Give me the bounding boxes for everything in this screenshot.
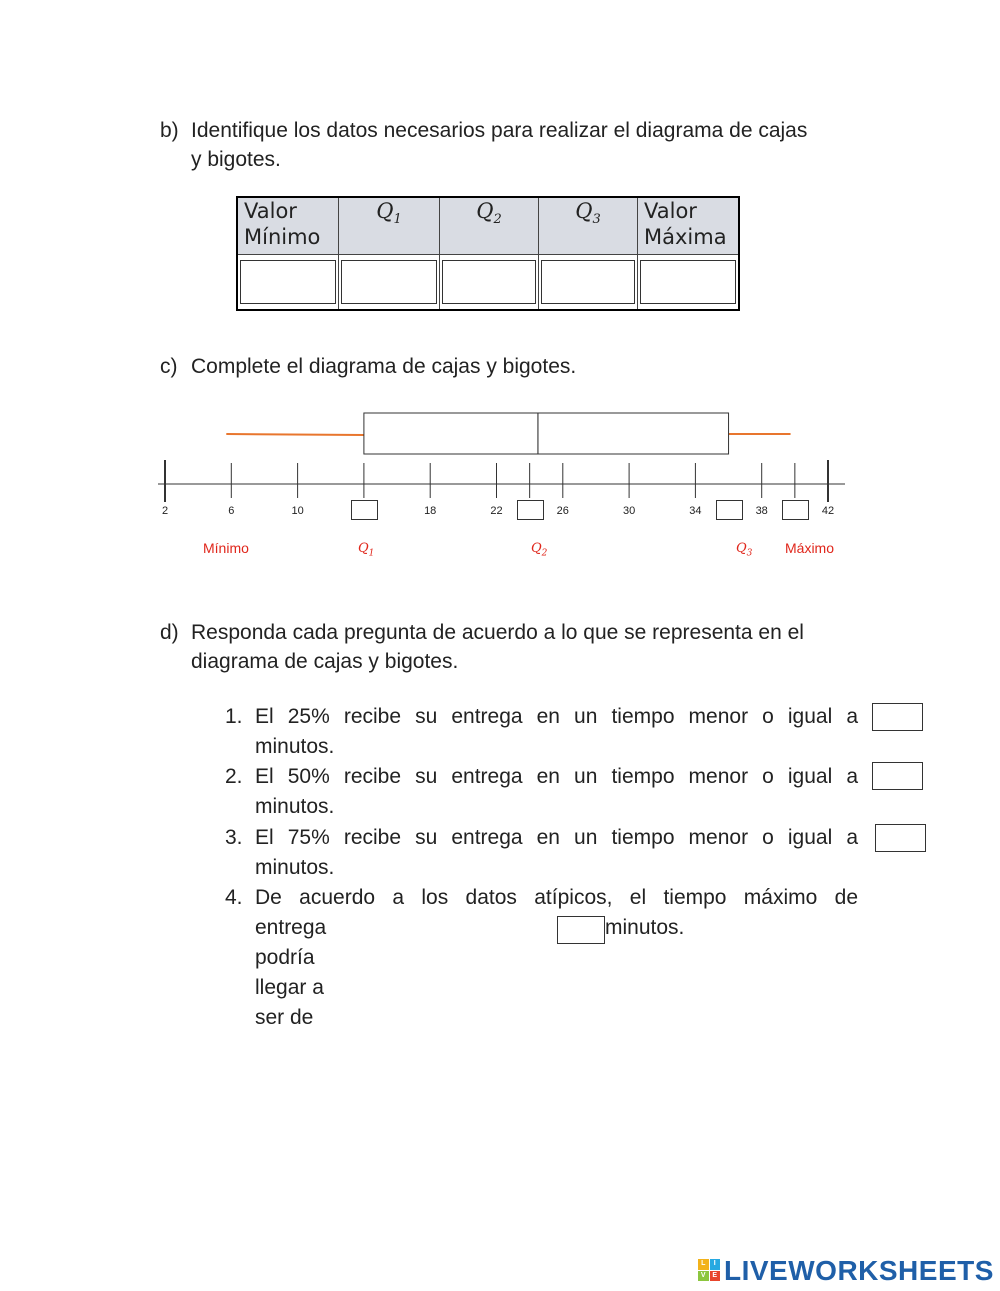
label-q1	[358, 541, 374, 559]
label-q2-sub: 2	[541, 548, 548, 559]
header-q3-subscript: 3	[592, 212, 601, 228]
box-upper-half	[538, 413, 729, 454]
tick-label: 34	[689, 505, 702, 517]
header-q1-symbol: $Q_1$	[376, 199, 402, 228]
header-q1-subscript: 1	[393, 212, 402, 228]
tick-label: 10	[291, 505, 304, 517]
tick-label: 18	[424, 505, 437, 517]
header-q2-symbol: $Q_2$	[476, 199, 502, 228]
whisker-low	[226, 434, 364, 435]
tick-label: 26	[556, 505, 569, 517]
item-2-number: 2.	[225, 765, 243, 788]
section-d-line2: diagrama de cajas y bigotes.	[191, 650, 459, 673]
item-4-line2b: minutos.	[605, 916, 685, 939]
tick-label: 22	[490, 505, 503, 517]
header-max: Valor Máxima	[638, 197, 740, 255]
axis-answer-input[interactable]	[716, 500, 743, 520]
item-4-line1: De acuerdo a los datos atípicos, el tiempo máximo de	[255, 886, 858, 909]
section-b-line2: y bigotes.	[191, 148, 281, 171]
axis-answer-input[interactable]	[782, 500, 809, 520]
answer-input-2[interactable]	[872, 762, 923, 790]
tick-label: 30	[622, 505, 636, 517]
item-4-number: 4.	[225, 886, 243, 909]
section-c-text: Complete el diagrama de cajas y bigotes.	[191, 355, 577, 378]
section-b-line1: Identifique los datos necesarios para realizar el diagrama de cajas	[191, 119, 808, 142]
item-3-line1: El 75% recibe su entrega en un tiempo menor o igual a	[255, 826, 858, 849]
label-q1-sub: 1	[368, 548, 375, 559]
logo-square-3: V	[698, 1271, 709, 1282]
tick-label: 42	[821, 505, 835, 517]
item-2-line1: El 50% recibe su entrega en un tiempo menor o igual a	[255, 765, 858, 788]
label-q3-letter: Q	[736, 541, 747, 556]
section-c-letter: c)	[160, 355, 178, 378]
label-q3	[736, 541, 752, 559]
box-lower-half	[364, 413, 538, 454]
logo-square-4: E	[710, 1271, 721, 1282]
item-1-number: 1.	[225, 705, 243, 728]
item-1-line1: El 25% recibe su entrega en un tiempo menor o igual a	[255, 705, 858, 728]
logo-square-1: L	[698, 1259, 709, 1270]
header-q3-symbol: $Q_3$	[575, 199, 601, 228]
header-q2-subscript: 2	[493, 212, 502, 228]
header-min: Valor Mínimo	[237, 197, 339, 255]
label-minimo: Mínimo	[203, 540, 249, 556]
answer-input-4[interactable]	[557, 916, 605, 944]
answer-input-1[interactable]	[872, 703, 923, 731]
liveworksheets-brand: LIVEWORKSHEETS	[724, 1255, 994, 1286]
answer-input-3[interactable]	[875, 824, 926, 852]
tick-label: 6	[228, 505, 235, 517]
tick-label: 2	[161, 505, 169, 517]
item-2-line2: minutos.	[255, 795, 335, 818]
axis-answer-input[interactable]	[517, 500, 544, 520]
item-3-number: 3.	[225, 826, 243, 849]
axis-answer-input[interactable]	[351, 500, 378, 520]
label-q2	[531, 541, 547, 559]
item-3-line2: minutos.	[255, 856, 335, 879]
liveworksheets-logo-icon	[698, 1259, 720, 1281]
label-q3-sub: 3	[746, 548, 753, 559]
item-1-line2: minutos.	[255, 735, 335, 758]
item-4-line2a: entrega podría llegar a ser de	[255, 916, 327, 1029]
tick-label: 38	[755, 505, 768, 517]
label-maximo: Máximo	[785, 540, 835, 556]
section-d-line1: Responda cada pregunta de acuerdo a lo que se representa en el	[191, 621, 804, 644]
label-q1-letter: Q	[358, 541, 369, 556]
label-q2-letter: Q	[531, 541, 542, 556]
section-b-letter: b)	[160, 119, 179, 142]
axis-ticks	[165, 460, 828, 502]
logo-square-2: I	[710, 1259, 721, 1270]
section-d-letter: d)	[160, 621, 179, 644]
